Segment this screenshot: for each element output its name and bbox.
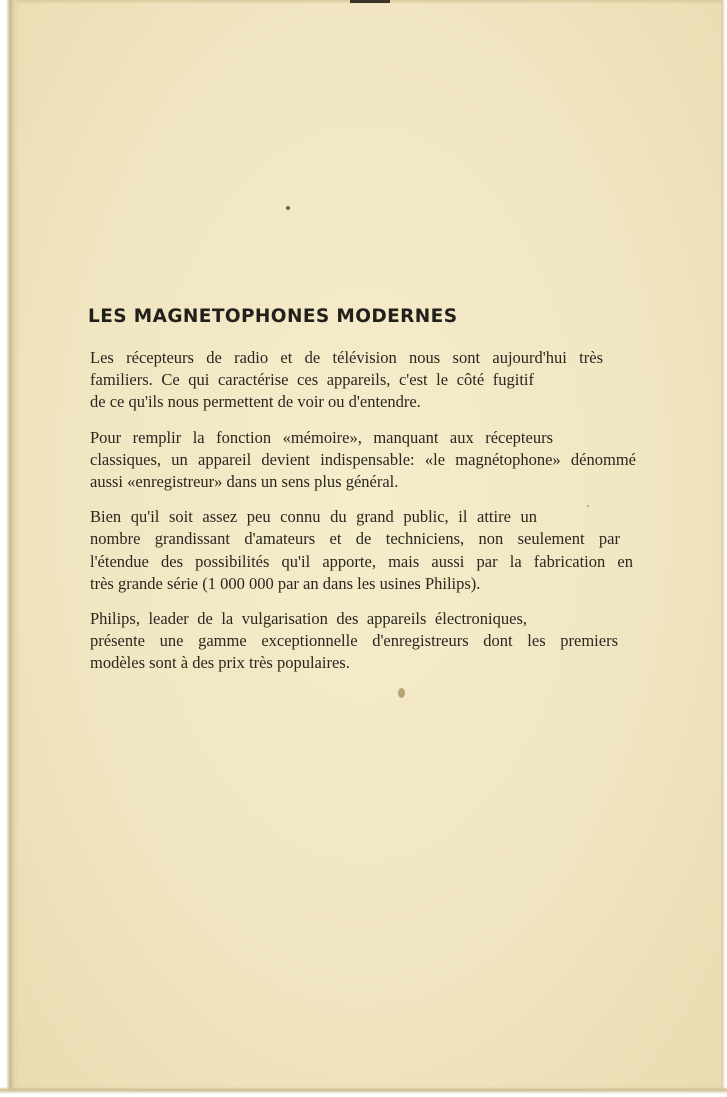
text-line: aussi «enregistreur» dans un sens plus général. [90, 472, 399, 492]
text-line: nombre grandissant d'amateurs et de techniciens, non seulement par [90, 529, 620, 549]
paragraph-2 [90, 427, 648, 494]
text-line: Les récepteurs de radio et de télévision nous sont aujourd'hui très [90, 348, 603, 367]
text-line: modèles sont à des prix très populaires. [90, 653, 350, 673]
text-line: de ce qu'ils nous permettent de voir ou d'entendre. [90, 392, 421, 412]
page-title: LES MAGNETOPHONES MODERNES [88, 306, 458, 327]
page-edge-left [0, 0, 20, 1097]
paper-stain [398, 688, 405, 698]
text-line: familiers. Ce qui caractérise ces appareils, c'est le côté fugitif [90, 370, 534, 390]
paragraph-1 [90, 347, 648, 414]
paragraph-4 [90, 608, 648, 675]
text-line: l'étendue des possibilités qu'il apporte, mais aussi par la fabrication en [90, 551, 633, 571]
paper-speck [286, 206, 290, 210]
text-line: classiques, un appareil devient indispensable: «le magnétophone» dénommé [90, 449, 636, 469]
text-line: Bien qu'il soit assez peu connu du grand public, il attire un [90, 507, 537, 527]
top-edge-mark [350, 0, 390, 3]
text-line: Philips, leader de la vulgarisation des appareils électroniques, [90, 609, 527, 629]
text-line: Pour remplir la fonction «mémoire», manquant aux récepteurs [90, 427, 553, 447]
page-edge-right [721, 0, 727, 1097]
text-block [88, 306, 648, 688]
paragraph-3 [90, 506, 648, 595]
text-line: présente une gamme exceptionnelle d'enregistreurs dont les premiers [90, 631, 618, 651]
page-edge-bottom [0, 1087, 727, 1097]
text-line: très grande série (1 000 000 par an dans les usines Philips). [90, 573, 481, 593]
